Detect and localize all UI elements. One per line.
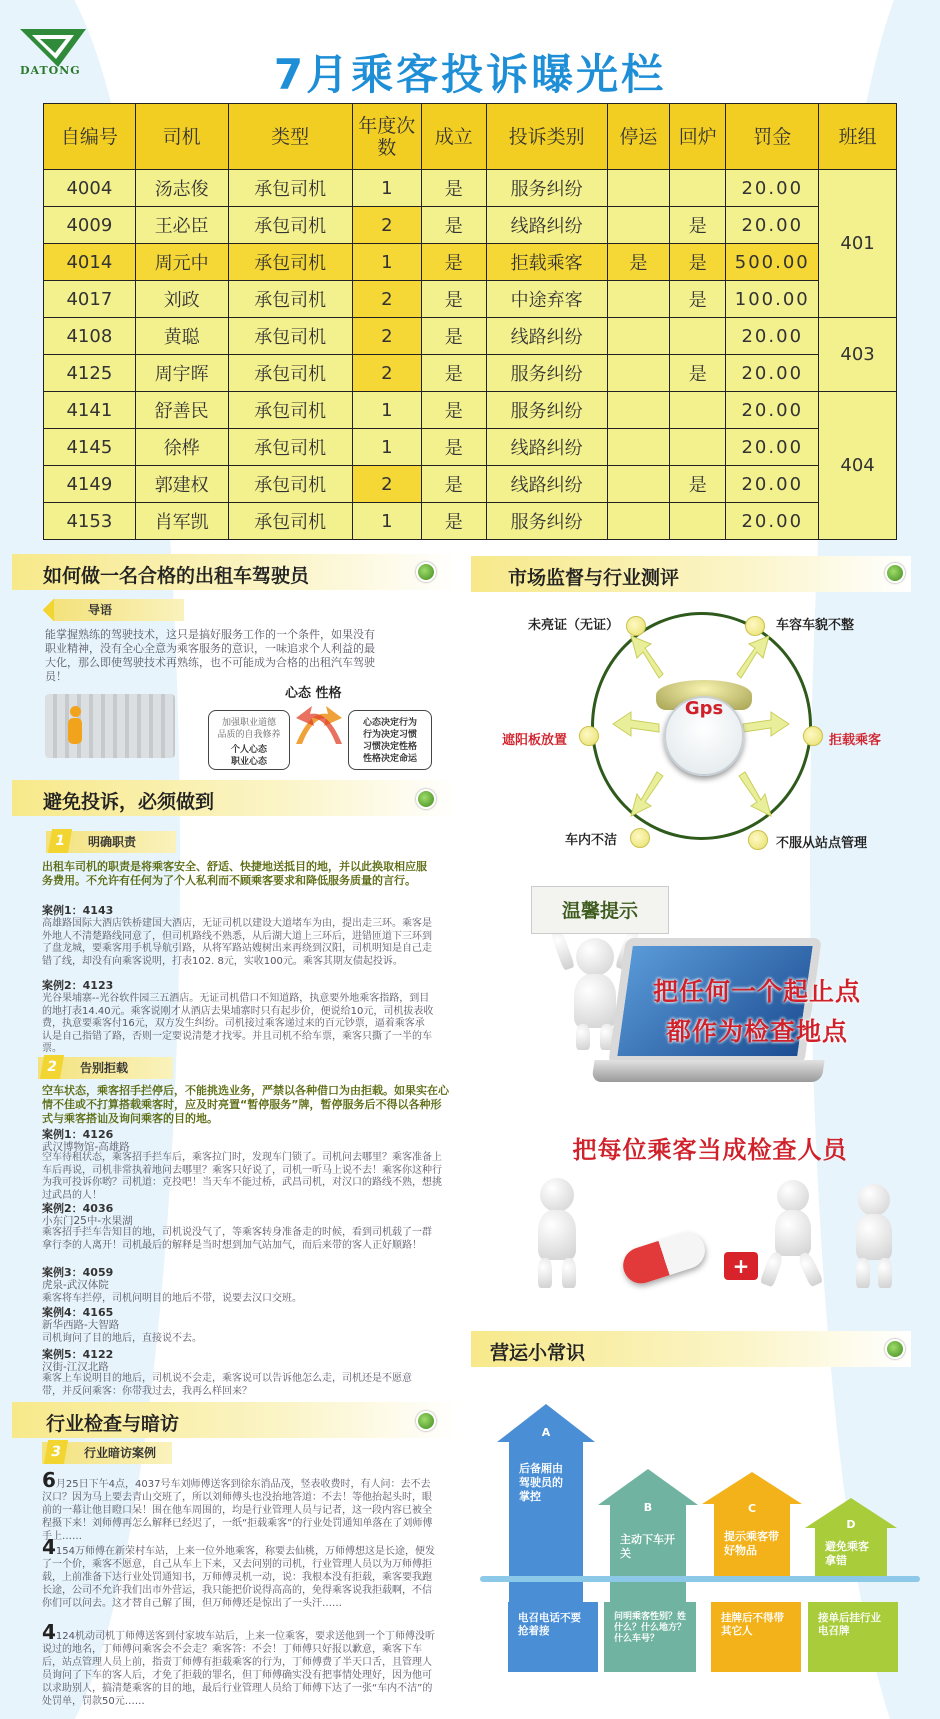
tip-letter: C: [747, 1502, 757, 1515]
orange-figure-icon: [66, 706, 84, 746]
tip-text: 后备厢由驾驶员的掌控: [509, 1442, 583, 1604]
table-row: [44, 207, 897, 244]
table-row: [44, 503, 897, 540]
section-title: 营运小常识: [490, 1342, 586, 1364]
box-self-cultivation: [208, 710, 290, 770]
table-cell: [607, 355, 670, 392]
col-header: 成立: [421, 104, 486, 170]
table-cell: 20.00: [726, 503, 819, 540]
tip-letter: B: [643, 1501, 653, 1514]
table-cell: 黄聪: [135, 318, 228, 355]
table-cell: [670, 318, 726, 355]
table-cell: [670, 170, 726, 207]
table-cell: 20.00: [726, 429, 819, 466]
box-mindset-chain: [348, 710, 432, 770]
case-route: 武汉博物馆-高雄路: [42, 1141, 130, 1153]
table-cell: 服务纠纷: [486, 392, 607, 429]
table-cell: 王必臣: [135, 207, 228, 244]
case-heading: 案例2：4036: [42, 1202, 114, 1215]
table-cell: 2: [352, 281, 421, 318]
table-cell: 20.00: [726, 170, 819, 207]
tip-arrow-c: [702, 1472, 802, 1576]
table-header-row: [44, 104, 897, 170]
table-cell: 1: [352, 503, 421, 540]
ground-line: [480, 1576, 920, 1582]
case-heading: 案例2：4123: [42, 979, 114, 992]
gps-center-icon: [664, 696, 744, 776]
case-route: 虎泉-武汉体院: [42, 1279, 109, 1291]
col-header: 停运: [607, 104, 670, 170]
crowd-image: [45, 694, 175, 758]
table-cell: 4014: [44, 244, 136, 281]
table-cell: 服务纠纷: [486, 170, 607, 207]
table-cell: [607, 281, 670, 318]
story-big-number: 6: [42, 1468, 56, 1492]
table-row: [44, 466, 897, 503]
table-cell: 是: [670, 466, 726, 503]
col-header: 罚金: [726, 104, 819, 170]
story-big-number: 4: [42, 1620, 56, 1644]
duty-text: 出租车司机的职责是将乘客安全、舒适、快捷地送抵目的地，并以此换取相应服务费用。不允许有任何为了个人私利而不顾乘客要求和降低服务质量的言行。: [42, 860, 427, 887]
table-cell: 承包司机: [228, 244, 352, 281]
col-header: 自编号: [44, 104, 136, 170]
complaint-table: [43, 103, 897, 540]
section-title: 避免投诉，必须做到: [43, 791, 215, 813]
table-cell: 4145: [44, 429, 136, 466]
case-heading: 案例3：4059: [42, 1266, 114, 1279]
table-cell: 是: [421, 429, 486, 466]
laptop-keyboard-icon: [591, 1060, 824, 1082]
table-row: [44, 281, 897, 318]
col-header: 年度次数: [352, 104, 421, 170]
table-cell: 周宇晖: [135, 355, 228, 392]
refuse-text: 空车状态，乘客招手拦停后，不能挑选业务，严禁以各种借口为由拒载。如果实在心情不佳或不打算搭载乘客时，应及时亮置“暂停服务”牌，暂停服务后不得以各种形式与乘客搭讪及询问乘客的目的地。: [42, 1084, 449, 1125]
story-text: 154万师傅在新荣村车站，上来一位外地乘客，称要去仙桃，万师傅想这是长途，便发了一个价，乘客不愿意，自己从车上下来，又去问别的司机，行业管理人员以为万师傅拒载，上前准备下达行业处罚通知书，万师傅灵机一动，说：我根本没有拒载，乘客要我跑长途，公司不允许我们出市外营运，我只能把价说得高高的，免得乘客说我拒载啊，不信你们可以问去。这才替自己解了围，但万师傅还是惊出了一头汗……: [42, 1546, 436, 1609]
tag-label: 告别拒载: [80, 1061, 129, 1075]
case-text: 空车待租状态，乘客招手拦车后，乘客拉门时，发现车门锁了。司机问去哪里？乘客准备上车后再说，司机非常执着地问去哪里？乘客只好说了，司机一听马上说不去！乘客你这种行为我可投诉你哟？司机道：克投吧！当天车不能过桥，武昌司机，对汉口的路线不熟，想挑过武昌的人！: [42, 1152, 442, 1201]
table-cell: 2: [352, 318, 421, 355]
section-title: 如何做一名合格的出租车驾驶员: [43, 565, 310, 587]
table-cell: 线路纠纷: [486, 466, 607, 503]
tag-label: 导语: [88, 603, 113, 617]
box2-line: 习惯决定性格: [362, 742, 417, 752]
mindset-heading: 心态 性格: [285, 686, 342, 701]
table-cell: 是: [421, 170, 486, 207]
case-route: 汉街-江汉北路: [42, 1361, 109, 1373]
table-cell: 2: [352, 207, 421, 244]
table-cell: 20.00: [726, 318, 819, 355]
tag-number: 1: [48, 829, 72, 853]
table-cell: 是: [670, 355, 726, 392]
table-cell: 周元中: [135, 244, 228, 281]
table-cell: 是: [421, 355, 486, 392]
tip-line-2: 都作为检查地点: [665, 1017, 848, 1046]
tip-line-1: 把任何一个起止点: [652, 977, 861, 1006]
node-label: 车容车貌不整: [776, 618, 855, 633]
table-cell: 4004: [44, 170, 136, 207]
green-dot-icon: [416, 562, 436, 582]
table-cell: 是: [670, 281, 726, 318]
box2-line: 性格决定命运: [362, 754, 417, 764]
node-label: 拒载乘客: [829, 733, 882, 748]
case-text: 光谷果埔寨--光谷软件园三五酒店。无证司机借口不知道路，执意要外地乘客指路，到目的地打表14.40元。乘客说刚才从酒店去果埔寨时只有起步价，便说给10元，司机拔表收费，执意要乘客付16元，双方发生纠纷。司机接过乘客递过来的百元钞票，逼着乘客承认是自己指错了路，否则一定要说清楚才找零。并且司机不给车票，乘客只撕了一半的车票。: [42, 993, 434, 1054]
table-cell: 20.00: [726, 466, 819, 503]
gps-label: Gps: [684, 698, 724, 719]
green-dot-icon: [416, 1411, 436, 1431]
tag-label: 明确职责: [88, 835, 137, 849]
story-paragraph: [42, 1535, 437, 1610]
table-cell: [670, 429, 726, 466]
node-dot-icon: [579, 726, 599, 746]
table-cell: 是: [607, 244, 670, 281]
case-heading: 案例1：4143: [42, 904, 114, 917]
table-cell: 4017: [44, 281, 136, 318]
table-cell: 1: [352, 244, 421, 281]
tag-intro: [54, 599, 184, 621]
table-cell: 服务纠纷: [486, 503, 607, 540]
box1-line: 个人心态: [230, 745, 267, 755]
tag-number: 3: [44, 1440, 68, 1464]
node-label: 车内不洁: [565, 833, 618, 848]
table-cell: 承包司机: [228, 355, 352, 392]
case-heading: 案例1：4126: [42, 1128, 114, 1141]
section-title: 行业检查与暗访: [46, 1413, 180, 1435]
table-cell: 2: [352, 355, 421, 392]
table-cell: [607, 392, 670, 429]
node-dot-icon: [626, 616, 646, 636]
node-label: 遮阳板放置: [502, 733, 568, 748]
table-cell: 500.00: [726, 244, 819, 281]
table-cell: 承包司机: [228, 466, 352, 503]
tip-tile: 电召电话不要抢着接: [508, 1602, 598, 1672]
tip-letter: A: [541, 1426, 551, 1439]
curved-arrows-icon: [292, 704, 346, 748]
tip-text: 提示乘客带好物品: [714, 1504, 790, 1576]
tip-tile: 挂牌后不得带其它人: [711, 1602, 801, 1672]
green-dot-icon: [416, 789, 436, 809]
table-cell: 郭建权: [135, 466, 228, 503]
tip-arrow-a: [497, 1404, 595, 1604]
table-row: [44, 392, 897, 429]
table-cell: 4153: [44, 503, 136, 540]
node-dot-icon: [630, 828, 650, 848]
tag-duty: [46, 831, 176, 853]
table-row: [44, 244, 897, 281]
box2-line: 心态决定行为: [362, 718, 417, 728]
table-cell: 是: [670, 244, 726, 281]
table-cell: 刘政: [135, 281, 228, 318]
table-cell: [607, 429, 670, 466]
tip-arrow-d: [805, 1498, 897, 1580]
table-row: [44, 318, 897, 355]
table-cell: 20.00: [726, 355, 819, 392]
team-cell: 404: [819, 392, 897, 540]
green-dot-icon: [885, 563, 905, 583]
node-label: 不服从站点管理: [776, 836, 868, 851]
col-header: 回炉: [670, 104, 726, 170]
table-cell: [607, 170, 670, 207]
table-cell: 承包司机: [228, 392, 352, 429]
page-title: 7月乘客投诉曝光栏: [273, 50, 667, 99]
case-heading: 案例4：4165: [42, 1306, 114, 1319]
table-cell: 20.00: [726, 207, 819, 244]
node-label: 未亮证（无证）: [528, 618, 620, 633]
green-dot-icon: [885, 1339, 905, 1359]
story-big-number: 4: [42, 1535, 56, 1559]
tip-letter: D: [846, 1518, 856, 1531]
tag-label: 行业暗访案例: [84, 1446, 157, 1460]
table-cell: 承包司机: [228, 318, 352, 355]
first-aid-kit-icon: +: [724, 1252, 758, 1280]
table-cell: 4108: [44, 318, 136, 355]
case-route: 新华西路-大智路: [42, 1319, 120, 1331]
doctor-figure-icon: [520, 1178, 600, 1298]
table-cell: 是: [421, 466, 486, 503]
case-text: 乘客招手拦车告知目的地，司机说没气了，等乘客转身准备走的时候，看到司机载了一群拿行李的人离开！司机最后的解释是当时想到加气站加气，而后来带的客人正好顺路！: [42, 1227, 432, 1251]
table-cell: 4141: [44, 392, 136, 429]
table-cell: [607, 207, 670, 244]
table-cell: 20.00: [726, 392, 819, 429]
box1-line: 加强职业道德: [221, 718, 276, 728]
logo-text: DATONG: [20, 64, 81, 77]
running-figure-icon: [755, 1180, 835, 1290]
team-cell: 401: [819, 170, 897, 318]
table-cell: 4125: [44, 355, 136, 392]
table-cell: 是: [421, 318, 486, 355]
tag-inspection: [42, 1442, 172, 1464]
case-heading: 案例5：4122: [42, 1348, 114, 1361]
table-cell: 线路纠纷: [486, 429, 607, 466]
story-text: 124机动司机丁师傅送客到付家坡车站后，上来一位乘客，要求送他到一个丁师傅没听说过的地名，丁师傅问乘客会不会走？乘客答：不会！丁师傅只好报以歉意，乘客下车后，站点管理人员上前，指责丁师傅有拒载乘客的行为，丁师傅费了半天口舌，且管理人员询问了下车的客人后，才免了拒载的罪名，但丁师傅确实没有把事情处理好，因为他可以求助别人，搞清楚乘客的目的地，最后行业管理人员给丁师傅下达了一张“车内不洁”的处罚单，罚款50元……: [42, 1631, 436, 1707]
table-cell: 线路纠纷: [486, 318, 607, 355]
warm-tip-sign: 温馨提示: [531, 886, 669, 934]
table-cell: [670, 503, 726, 540]
node-dot-icon: [803, 726, 823, 746]
node-dot-icon: [748, 830, 768, 850]
case-text: 司机询问了目的地后，直接说不去。: [42, 1333, 202, 1344]
team-cell: 403: [819, 318, 897, 392]
table-cell: 是: [421, 207, 486, 244]
story-paragraph: [42, 1620, 437, 1708]
case-text: 乘客将车拦停，司机问明目的地后不带，说要去汉口交班。: [42, 1293, 302, 1304]
table-cell: 舒善民: [135, 392, 228, 429]
table-cell: 承包司机: [228, 429, 352, 466]
tip-tile: 问明乘客性别？姓什么？什么地方？什么车号？: [604, 1602, 696, 1672]
table-cell: 4149: [44, 466, 136, 503]
case-route: 小东门25中-水果湖: [42, 1215, 133, 1227]
table-cell: 承包司机: [228, 170, 352, 207]
table-cell: [607, 466, 670, 503]
table-cell: 拒载乘客: [486, 244, 607, 281]
node-dot-icon: [745, 616, 765, 636]
col-header: 司机: [135, 104, 228, 170]
table-cell: 徐桦: [135, 429, 228, 466]
table-cell: 是: [421, 503, 486, 540]
table-cell: 1: [352, 392, 421, 429]
intro-text: 能掌握熟练的驾驶技术，这只是搞好服务工作的一个条件，如果没有职业精神，没有全心全意为乘客服务的意识，一味追求个人利益的最大化，那么即使驾驶技术再熟练，也不可能成为合格的出租汽车驾驶员！: [45, 628, 375, 683]
tip-line-3: 把每位乘客当成检查人员: [572, 1136, 848, 1164]
col-header: 类型: [228, 104, 352, 170]
worried-figure-icon: [842, 1180, 912, 1290]
table-row: [44, 170, 897, 207]
table-cell: 中途弃客: [486, 281, 607, 318]
table-cell: 承包司机: [228, 281, 352, 318]
box1-line: 职业心态: [230, 757, 267, 767]
table-cell: [607, 318, 670, 355]
tag-refuse: [38, 1057, 173, 1079]
tip-arrow-b: [598, 1469, 698, 1605]
table-cell: 是: [670, 207, 726, 244]
table-cell: 线路纠纷: [486, 207, 607, 244]
table-cell: 4009: [44, 207, 136, 244]
table-cell: 承包司机: [228, 207, 352, 244]
col-header: 投诉类别: [486, 104, 607, 170]
table-row: [44, 429, 897, 466]
table-cell: 2: [352, 466, 421, 503]
box1-line: 品质的自我修养: [217, 730, 281, 740]
box2-line: 行为决定习惯: [362, 730, 417, 740]
table-cell: 100.00: [726, 281, 819, 318]
section-title: 市场监督与行业测评: [508, 567, 680, 589]
table-cell: [670, 392, 726, 429]
pill-capsule-icon: [618, 1228, 709, 1288]
story-paragraph: [42, 1468, 437, 1543]
table-row: [44, 355, 897, 392]
table-cell: 是: [421, 244, 486, 281]
table-cell: 是: [421, 281, 486, 318]
table-cell: 肖军凯: [135, 503, 228, 540]
tag-number: 2: [40, 1055, 64, 1079]
table-cell: 是: [421, 392, 486, 429]
case-text: 高雄路国际大酒店铁桥建国大酒店，无证司机以建设大道堵车为由，提出走三环。乘客是外地人不清楚路线同意了，但司机路线不熟悉，从后湖大道上三环后，进错匝道下三环到了盘龙城，要乘客用手机导航引路，从将军路站嫂树出来再绕到汉阳，司机明知是自己走错了线，却没有向乘客说明，打表102. 8元，实收100元。乘客其期友债起投诉。: [42, 918, 432, 967]
table-cell: 1: [352, 170, 421, 207]
table-cell: 汤志俊: [135, 170, 228, 207]
table-cell: [607, 503, 670, 540]
tip-text: 避免乘客拿错: [815, 1528, 887, 1580]
story-text: 月25日下午4点，4037号车刘师傅送客到徐东消品茂，竖表收费时，有人问：去不去汉口？因为马上要去青山交班了，所以刘师傅头也没抬地答道：不去！等他抬起头时，眼前的一幕让他目瞪口呆！围在他车周围的，均是行业管理人员与记者，这一段内容已被全程摄下来！刘师傅再怎么解释已经迟了，一纸“拒载乘客”的行业处罚通知单落在了刘师傅手上……: [42, 1479, 433, 1542]
table-cell: 1: [352, 429, 421, 466]
table-cell: 服务纠纷: [486, 355, 607, 392]
tip-tile: 接单后挂行业电召牌: [808, 1602, 898, 1672]
col-header: 班组: [819, 104, 897, 170]
table-cell: 承包司机: [228, 503, 352, 540]
tip-text: 主动下车开关: [610, 1505, 686, 1605]
case-text: 乘客上车说明目的地后，司机说不会走，乘客说可以告诉他怎么走，司机还是不愿意带，并反问乘客：你带我过去，我再么样回来？: [42, 1373, 412, 1397]
